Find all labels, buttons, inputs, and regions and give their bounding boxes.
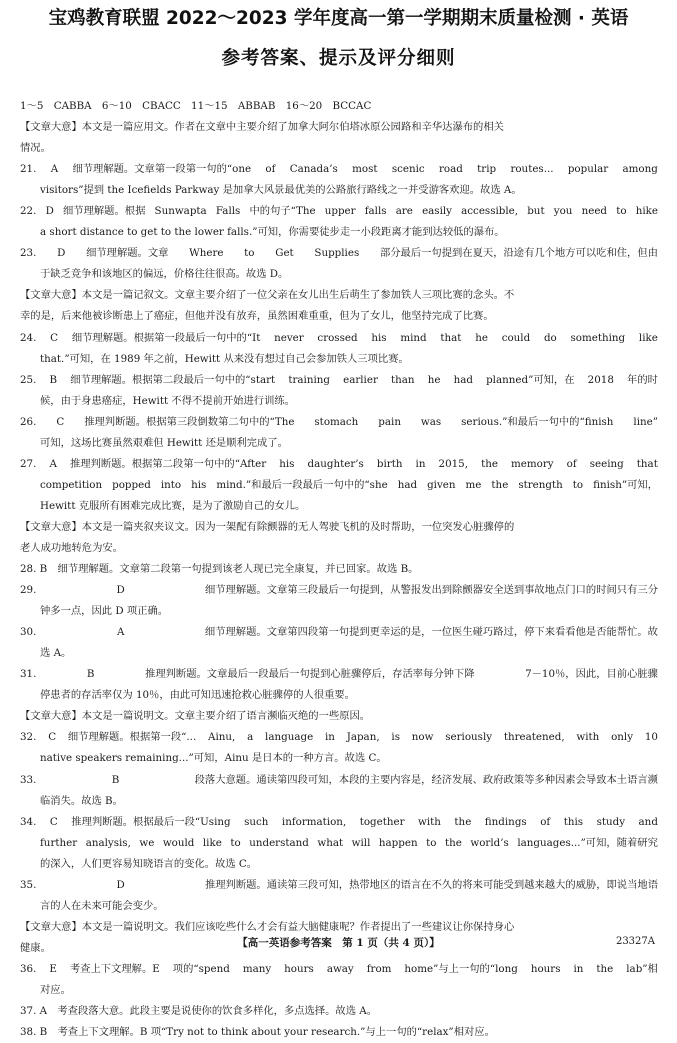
text-line: 可知，这场比赛虽然艰难但 Hewitt 还是顺利完成了。 [40,436,288,449]
text-line: 30. A 细节理解题。文章第四段第一句提到更幸运的是，一位医生碰巧路过，停下来看看他是否能帮忙。故 [20,626,658,639]
text-line: 1～5 CABBA 6～10 CBACC 11～15 ABBAB 16～20 BCCAC [20,100,372,112]
footer-page-label: 【高一英语参考答案 第 1 页（共 4 页）】 [237,937,440,949]
answer-key-body [20,96,658,1043]
text-line: 对应。 [40,983,71,996]
text-line: visitors”提到 the Icefields Parkway 是加拿大风景最优美的公路旅行路线之一并受游客欢迎。故选 A。 [40,184,522,197]
text-line: 31. B 推理判断题。文章最后一段最后一句提到心脏骤停后，存活率每分钟下降 7－10％，因此，目前心脏骤 [20,668,658,681]
text-line: 34. C 推理判断题。根据最后一段“Using such information, together with the findings of this study and [20,815,658,828]
text-line: 21. A 细节理解题。文章第一段第一句的“one of Canada’s most scenic road trip routes... popular among [20,163,658,176]
text-line: 35. D 推理判断题。通读第三段可知，热带地区的语言在不久的将来可能受到越来越大的威胁，即说当地语 [20,878,658,891]
footer-document-code: 23327A [615,936,655,947]
text-line: 36. E 考查上下文理解。E 项的“spend many hours away from home”与上一句的“long hours in the lab”相 [20,962,658,975]
text-line: that.”可知，在 1989 年之前，Hewitt 从来没有想过自己会参加铁人三项比赛。 [40,352,409,365]
document-title: 宝鸡教育联盟 2022～2023 学年度高一第一学期期末质量检测 · 英语 [48,8,629,29]
text-line: 【文章大意】本文是一篇应用文。作者在文章中主要介绍了加拿大阿尔伯塔冰原公园路和辛华达瀑布的相关 [20,121,504,134]
text-line: 28. B 细节理解题。文章第二段第一句提到该老人现已完全康复，并已回家。故选 B。 [20,563,419,576]
text-line: 29. D 细节理解题。文章第三段最后一句提到，从警报发出到除颤器安全送到事故地点门口的时间只有三分 [20,584,658,597]
text-line: 33. B 段落大意题。通读第四段可知，本段的主要内容是，经济发展、政府政策等多种因素会导致本土语言濒 [20,773,658,786]
text-line: 23. D 细节理解题。文章 Where to Get Supplies 部分最后一句提到在夏天，沿途有几个地方可以吃和住，但由 [20,247,658,260]
text-line: 选 A。 [40,647,72,660]
text-line: 24. C 细节理解题。根据第一段最后一句中的“It never crossed his mind that he could do something like [20,331,658,344]
text-line: 老人成功地转危为安。 [20,541,123,554]
text-line: 候，由于身患癌症，Hewitt 不得不提前开始进行训练。 [40,394,295,407]
text-line: 临消失。故选 B。 [40,794,123,807]
text-line: 【文章大意】本文是一篇说明文。我们应该吃些什么才会有益大脑健康呢？作者提出了一些建议让你保持身心 [20,920,515,933]
text-line: 停患者的存活率仅为 10％，由此可知迅速抢救心脏骤停的人很重要。 [40,689,355,702]
text-line: 38. B 考查上下文理解。B 项“Try not to think about your research.”与上一句的“relax”相对应。 [20,1026,495,1039]
text-line: 22. D 细节理解题。根据 Sunwapta Falls 中的句子“The upper falls are easily accessible, but you need to hike [20,205,658,218]
text-line: 幸的是，后来他被诊断患上了癌症，但他并没有放弃，虽然困难重重，但为了女儿，他坚持完成了比赛。 [20,310,494,323]
text-line: 25. B 细节理解题。根据第二段最后一句中的“start training earlier than he had planned”可知，在 2018 年的时 [20,373,658,386]
text-line: 32. C 细节理解题。根据第一段“... Ainu, a language in Japan, is now seriously threatened, with only 10 [20,731,658,744]
text-line: native speakers remaining...”可知，Ainu 是日本的一种方言。故选 C。 [40,752,387,765]
text-line: 【文章大意】本文是一篇说明文。文章主要介绍了语言濒临灭绝的一些原因。 [20,710,371,723]
text-line: 27. A 推理判断题。根据第二段第一句中的“After his daughter’s birth in 2015, the memory of seeing that [20,457,658,470]
text-line: 于缺乏竞争和该地区的偏远，价格往往很高。故选 D。 [40,268,289,281]
text-line: competition popped into his mind.”和最后一段最后一句中的“she had given me the strength to finish”可知， [40,478,658,491]
text-line: 言的人在未来可能会变少。 [40,899,164,912]
text-line: Hewitt 克服所有困难完成比赛，是为了激励自己的女儿。 [40,499,306,512]
page-footer [0,935,677,951]
text-line: 的深入，人们更容易知晓语言的变化。故选 C。 [40,857,258,870]
text-line: 情况。 [20,142,51,155]
text-line: 【文章大意】本文是一篇记叙文。文章主要介绍了一位父亲在女儿出生后萌生了参加铁人三项比赛的念头。不 [20,289,515,302]
document-subtitle: 参考答案、提示及评分细则 [221,48,456,69]
text-line: 26. C 推理判断题。根据第三段倒数第二句中的“The stomach pain was serious.”和最后一句中的“finish line” [20,415,658,428]
text-line: 37. A 考查段落大意。此段主要是说使你的饮食多样化，多点选择。故选 A。 [20,1005,377,1018]
text-line: 健康。 [20,941,51,954]
text-line: a short distance to get to the lower falls.”可知，你需要徒步走一小段距离才能到达较低的瀑布。 [40,226,505,239]
text-line: 【文章大意】本文是一篇夹叙夹议文。因为一架配有除颤器的无人驾驶飞机的及时帮助，一位突发心脏骤停的 [20,520,515,533]
text-line: 钟多一点，因此 D 项正确。 [40,605,169,618]
text-line: further analysis, we would like to understand what will happen to the world’s languages...”可知，随着研究 [40,836,658,849]
